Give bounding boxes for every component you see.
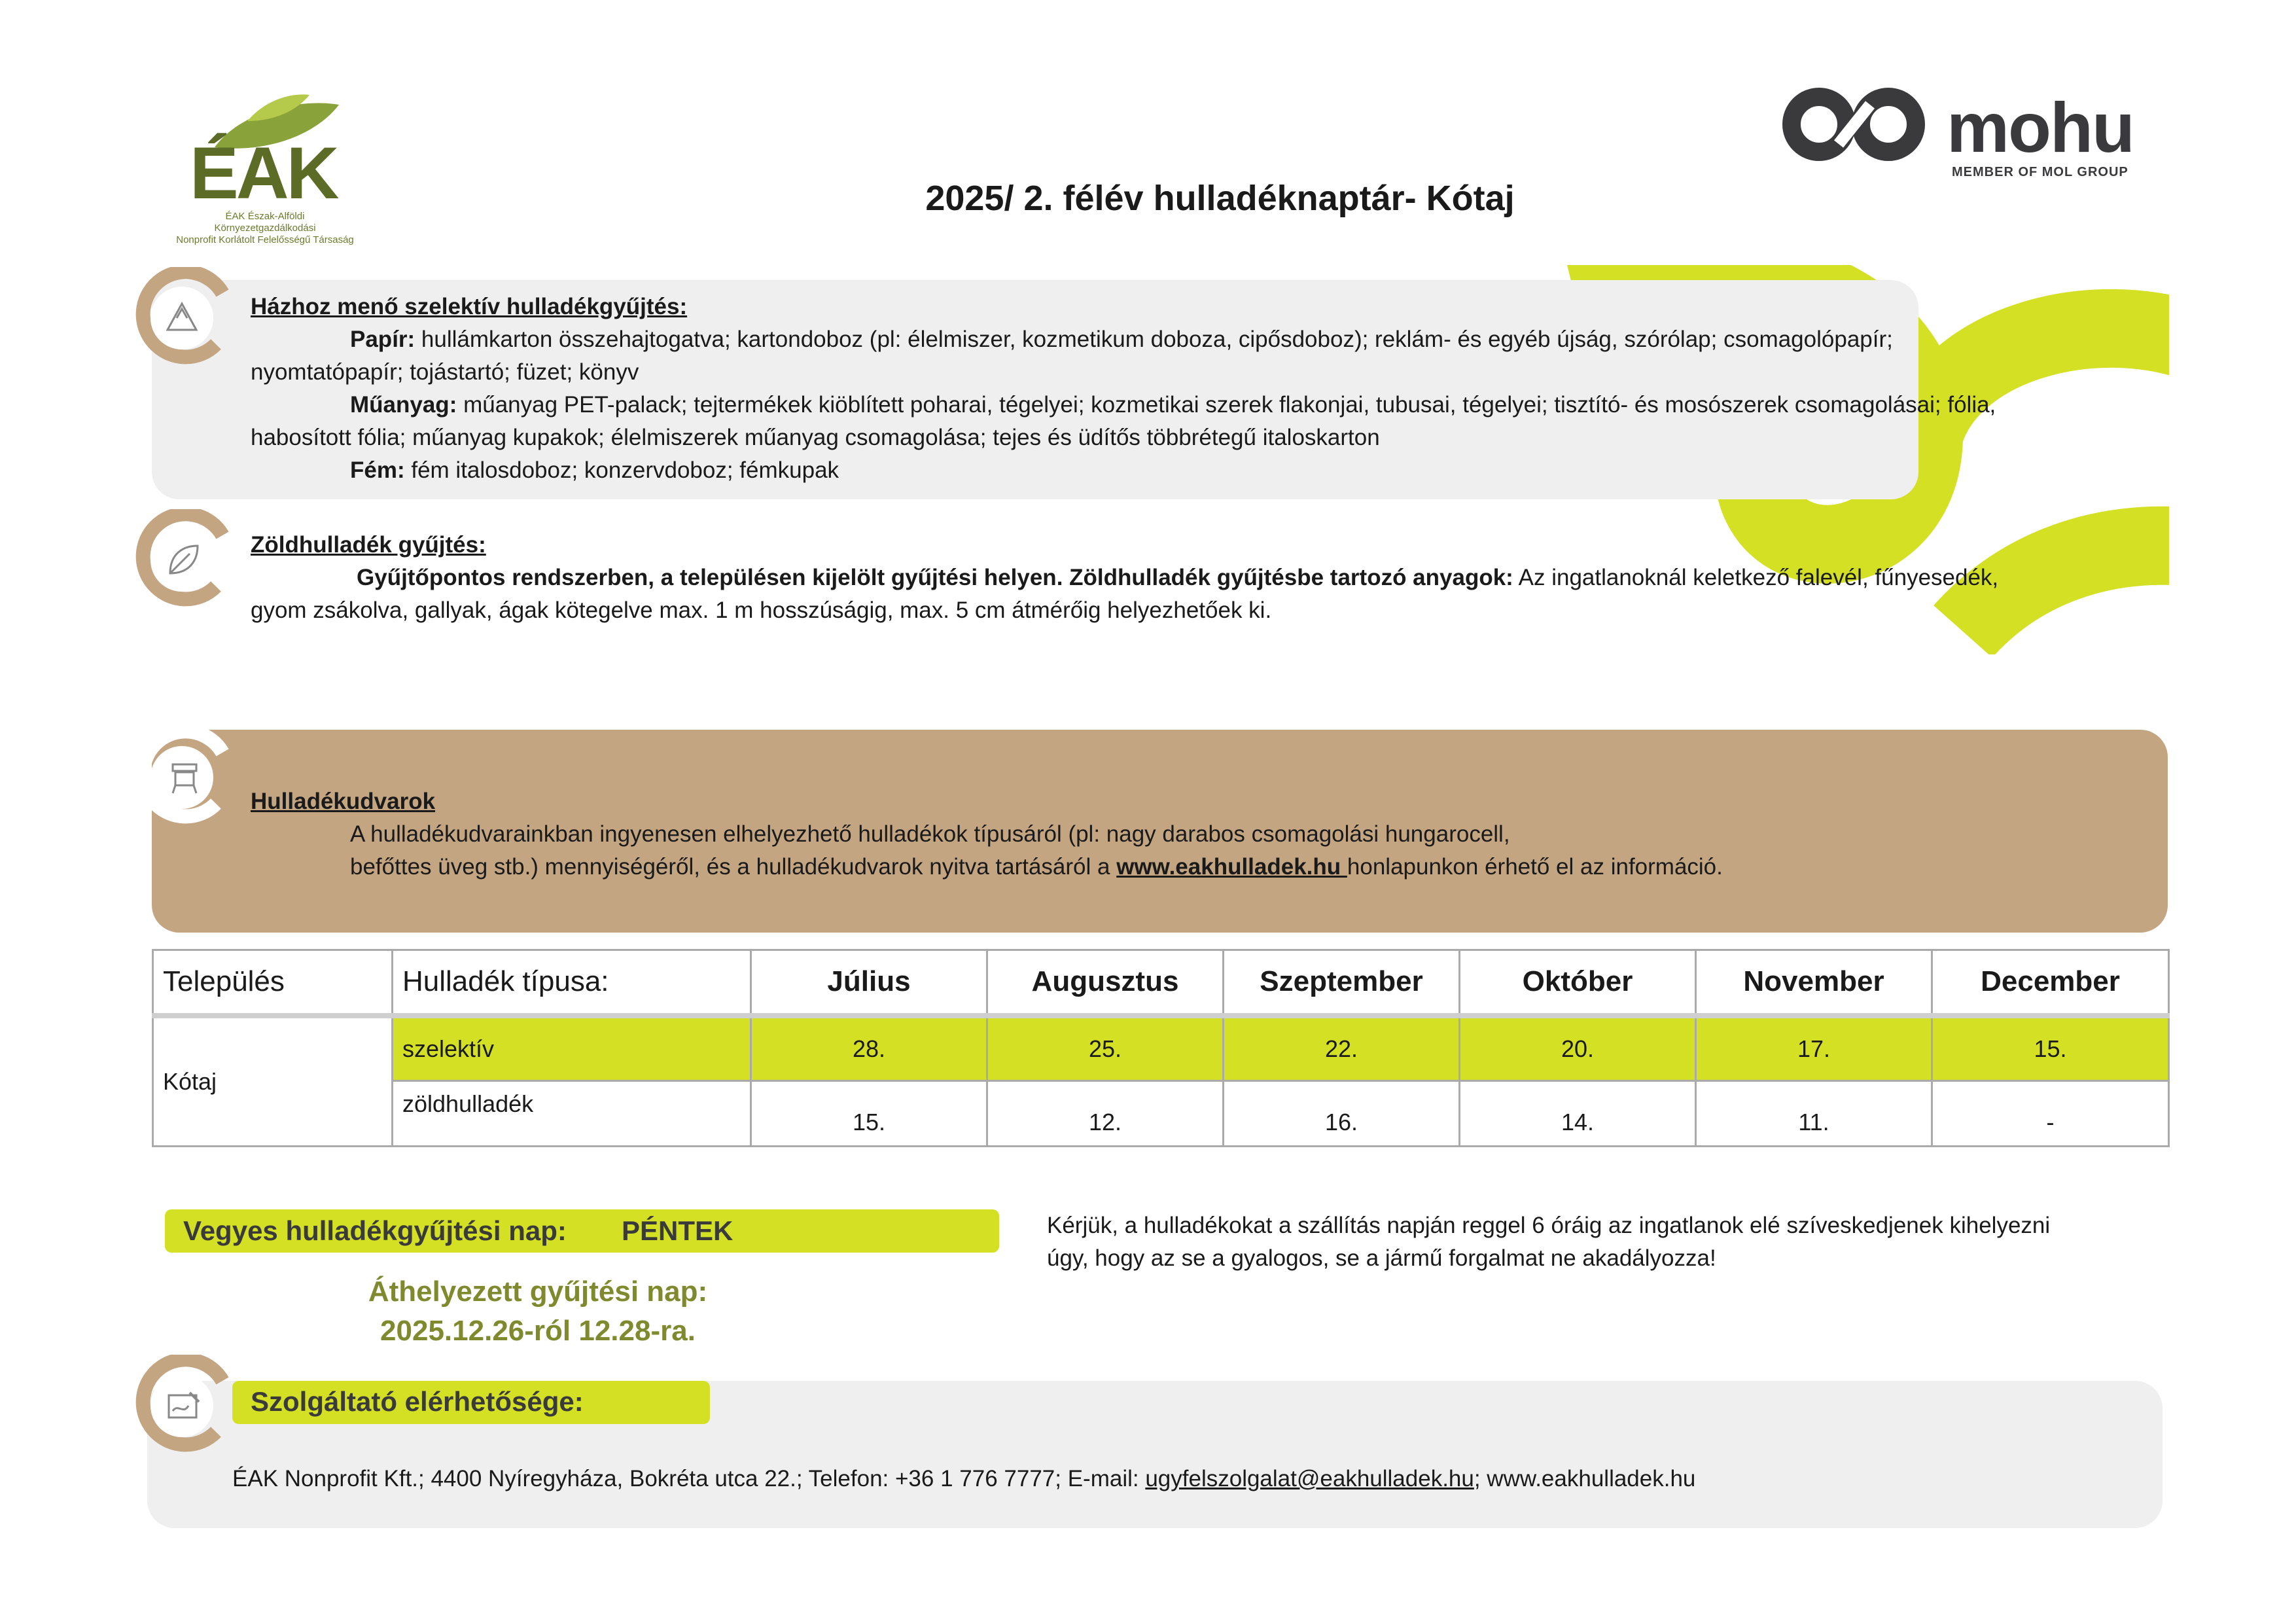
mixed-waste-day: PÉNTEK — [622, 1215, 733, 1246]
header-month: Augusztus — [987, 950, 1224, 1016]
container-icon — [165, 758, 204, 797]
date-cell: 11. — [1696, 1081, 1932, 1147]
recycle-icon — [162, 298, 202, 338]
header-month: Július — [751, 950, 987, 1016]
eak-subline-3: Nonprofit Korlátolt Felelősségű Társaság — [176, 234, 354, 245]
green-line — [357, 562, 1998, 594]
green-line-2: gyom zsákolva, gallyak, ágak kötegelve max. 1 m hosszúságig, max. 5 cm átmérőig helyezhetőek ki. — [251, 597, 1272, 623]
eak-subline-1: ÉAK Észak-Alföldi — [225, 211, 305, 222]
schedule-table — [152, 949, 2170, 1147]
contact-details — [232, 1463, 1695, 1495]
header-month: December — [1932, 950, 2169, 1016]
header-town: Település — [153, 950, 393, 1016]
metal-line — [350, 454, 839, 487]
date-cell: 20. — [1460, 1016, 1696, 1081]
contact-website: ; www.eakhulladek.hu — [1474, 1466, 1696, 1491]
metal-label: Fém: — [350, 457, 405, 483]
contact-email-link[interactable]: ugyfelszolgalat@eakhulladek.hu — [1145, 1466, 1474, 1491]
date-cell: 15. — [1932, 1016, 2169, 1081]
notice-line-1: Kérjük, a hulladékokat a szállítás napján reggel 6 óráig az ingatlanok elé szíveskedjenek kihelyezni — [1047, 1213, 2051, 1238]
selective-heading: Házhoz menő szelektív hulladékgyűjtés: — [251, 294, 688, 319]
moved-day-label: Áthelyezett gyűjtési nap: — [368, 1275, 708, 1308]
date-cell: 15. — [751, 1081, 987, 1147]
contact-heading: Szolgáltató elérhetősége: — [251, 1386, 584, 1417]
date-cell: 14. — [1460, 1081, 1696, 1147]
date-cell: - — [1932, 1081, 2169, 1147]
date-cell: 22. — [1224, 1016, 1460, 1081]
contact-text: ÉAK Nonprofit Kft.; 4400 Nyíregyháza, Bokréta utca 22.; Telefon: +36 1 776 7777; E-mail: — [232, 1466, 1146, 1491]
plastic-line-2: habosított fólia; műanyag kupakok; élelmiszerek műanyag csomagolása; tejes és üdítős többrétegű italoskarton — [251, 425, 1380, 450]
table-row-green — [153, 1081, 2169, 1147]
yards-line-2-post: honlapunkon érhető el az információ. — [1347, 854, 1723, 880]
date-cell: 28. — [751, 1016, 987, 1081]
mohu-wordmark: mohu — [1947, 88, 2134, 167]
eak-subline-2: Környezetgazdálkodási — [214, 223, 316, 234]
mohu-tagline: MEMBER OF MOL GROUP — [1952, 165, 2128, 179]
moved-day-value: 2025.12.26-ról 12.28-ra. — [380, 1315, 696, 1347]
type-cell: szelektív — [393, 1016, 751, 1081]
header-month: November — [1696, 950, 1932, 1016]
plastic-label: Műanyag: — [350, 392, 457, 418]
signature-icon — [164, 1386, 203, 1425]
plastic-text: műanyag PET-palack; tejtermékek kiöblített poharai, tégelyei; kozmetikai szerek flakonjai, tubusai, tégelyei; tisztító- és mosószerek csomagolásai; fólia, — [457, 392, 1996, 418]
green-text: Az ingatlanoknál keletkező falevél, fűnyesedék, — [1513, 565, 1999, 590]
green-bold-text: Gyűjtőpontos rendszerben, a településen kijelölt gyűjtési helyen. Zöldhulladék gyűjtésbe tartozó anyagok: — [357, 565, 1513, 590]
date-cell: 25. — [987, 1016, 1224, 1081]
yards-line-1: A hulladékudvarainkban ingyenesen elhelyezhető hulladékok típusáról (pl: nagy darabos csomagolási hungarocell, — [350, 821, 1510, 847]
header-month: Október — [1460, 950, 1696, 1016]
yards-heading: Hulladékudvarok — [251, 789, 436, 814]
town-cell: Kótaj — [153, 1016, 393, 1147]
date-cell: 17. — [1696, 1016, 1932, 1081]
date-cell: 16. — [1224, 1081, 1460, 1147]
notice-line-2: úgy, hogy az se a gyalogos, se a jármű forgalmat ne akadályozza! — [1047, 1245, 1716, 1271]
mixed-waste-label: Vegyes hulladékgyűjtési nap: — [183, 1215, 567, 1246]
header-type: Hulladék típusa: — [393, 950, 751, 1016]
metal-text: fém italosdoboz; konzervdoboz; fémkupak — [404, 457, 839, 483]
yards-line-2-pre: befőttes üveg stb.) mennyiségéről, és a hulladékudvarok nyitva tartásáról a — [350, 854, 1117, 880]
plastic-line — [350, 389, 1996, 421]
eak-wordmark: ÉAK — [190, 132, 337, 214]
date-cell: 12. — [987, 1081, 1224, 1147]
green-heading: Zöldhulladék gyűjtés: — [251, 532, 486, 558]
paper-line — [350, 323, 1893, 356]
header-month: Szeptember — [1224, 950, 1460, 1016]
paper-line-2: nyomtatópapír; tojástartó; füzet; könyv — [251, 359, 639, 385]
mohu-infinity-icon — [1778, 84, 1929, 169]
leaf-icon — [164, 541, 203, 580]
paper-label: Papír: — [350, 327, 415, 352]
paper-text: hullámkarton összehajtogatva; kartondoboz (pl: élelmiszer, kozmetikum doboza, cipősdoboz); reklám- és egyéb újság, szórólap; csomagolópapír; — [415, 327, 1893, 352]
yards-website-link[interactable]: www.eakhulladek.hu — [1116, 854, 1347, 880]
yards-line-2 — [350, 851, 1723, 883]
type-cell: zöldhulladék — [393, 1081, 751, 1147]
table-header-row — [153, 950, 2169, 1016]
page-title: 2025/ 2. félév hulladéknaptár- Kótaj — [925, 179, 1515, 218]
table-row-selective — [153, 1016, 2169, 1081]
